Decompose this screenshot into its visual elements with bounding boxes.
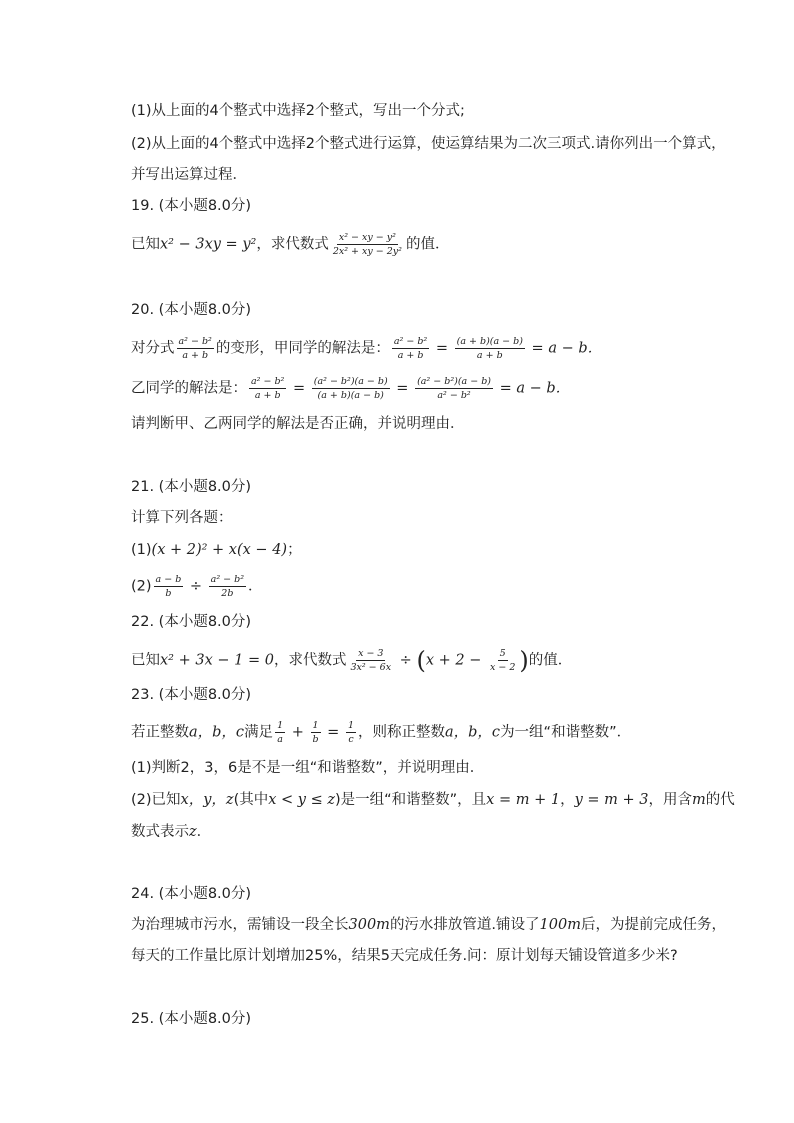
q20-l2-e2-den: (a + b)(a − b) — [317, 390, 384, 401]
q20-line2 — [131, 376, 570, 401]
q20-l2-e2 — [312, 376, 390, 401]
q19-header — [131, 196, 251, 216]
q22-t3: 的值． — [528, 652, 573, 669]
q22-body — [131, 648, 572, 673]
q23-header-text: 23. (本小题8.0分) — [131, 687, 252, 703]
q18-sub1-text: (1)从上面的4个整式中选择2个整式，写出一个分式; — [131, 103, 465, 119]
q23-header — [131, 685, 251, 705]
q20-l1-e2 — [455, 336, 525, 361]
q23-frac-c-num: 1 — [347, 720, 354, 731]
q19-condition: x² − 3xy = y² — [160, 236, 257, 253]
q23-eq: = — [322, 724, 344, 741]
q22-div: ÷ — [395, 652, 417, 669]
q18-sub2b-text: 并写出运算过程． — [131, 167, 247, 183]
q20-l1-eq: = — [431, 340, 453, 357]
q21-s2-f2-den: 2b — [221, 588, 234, 599]
q19-t2: ，求代数式 — [256, 236, 329, 253]
q23-frac-c-den: c — [348, 734, 354, 745]
q23-frac-b — [310, 720, 320, 745]
q22-header-text: 22. (本小题8.0分) — [131, 614, 252, 630]
q23-l3-m: m — [691, 792, 706, 808]
q23-l3-t4: ，用含 — [648, 792, 692, 808]
q23-l3-ineq: x < y ≤ z — [268, 792, 335, 808]
q23-frac-b-num: 1 — [312, 720, 319, 731]
q19-frac-den: 2x² + xy − 2y² — [332, 246, 402, 257]
q18-sub1 — [131, 101, 465, 121]
q20-l1-frac-num: a² − b² — [178, 336, 212, 347]
q20-l2-eq1: = — [288, 380, 310, 397]
q23-l1-t4: 为一组“和谐整数”． — [500, 724, 632, 741]
q20-l1-t2: 的变形，甲同学的解法是： — [215, 340, 390, 357]
q20-l2-e3-den: a² − b² — [437, 390, 471, 401]
q20-l1-e2-den: a + b — [476, 350, 503, 361]
q22-left-paren: ( — [416, 646, 426, 675]
q18-sub2-line2 — [131, 165, 247, 185]
q20-line3 — [131, 414, 465, 434]
q23-l3-t1: (2)已知 — [131, 792, 181, 808]
q23-line2 — [131, 758, 484, 778]
q20-l2-e1 — [249, 376, 286, 401]
q23-frac-a-den: a — [277, 734, 283, 745]
q20-l2-t1: 乙同学的解法是： — [131, 380, 247, 397]
q22-t2: ，求代数式 — [273, 652, 347, 669]
q24-line2 — [131, 946, 678, 966]
q21-s2-end: ． — [248, 578, 263, 595]
q21-s2-f2 — [209, 574, 246, 599]
q19-t3: 的值． — [405, 236, 450, 253]
q21-s1-expr: (x + 2)² + x(x − 4) — [151, 542, 288, 558]
q21-sub1 — [131, 540, 302, 560]
q22-condition: x² + 3x − 1 = 0 — [160, 652, 274, 669]
q20-l1-frac — [177, 336, 214, 361]
q23-line3 — [131, 790, 735, 810]
q23-l3-t3: )是一组“和谐整数”，且 — [334, 792, 487, 808]
q20-header — [131, 300, 251, 320]
q24-l1-len2: 100m — [539, 917, 581, 933]
q23-l1-t2: 满足 — [244, 724, 274, 741]
q20-l3-text: 请判断甲、乙两同学的解法是否正确，并说明理由． — [131, 416, 465, 432]
q20-l1-t1: 对分式 — [131, 340, 175, 357]
q21-header — [131, 477, 251, 497]
q22-f2 — [488, 648, 517, 673]
q23-frac-b-den: b — [312, 734, 319, 745]
q24-header — [131, 884, 251, 904]
q21-s1-label: (1) — [131, 542, 152, 558]
q21-s2-f1-den: b — [165, 588, 172, 599]
q21-intro-text: 计算下列各题： — [131, 510, 233, 526]
q19-header-text: 19. (本小题8.0分) — [131, 198, 252, 214]
q23-l3-vars: x，y，z — [180, 792, 234, 808]
q23-frac-a — [275, 720, 285, 745]
q25-header — [131, 1009, 251, 1029]
q22-f1-den: 3x² − 6x — [350, 662, 392, 673]
q20-header-text: 20. (本小题8.0分) — [131, 302, 252, 318]
q24-header-text: 24. (本小题8.0分) — [131, 886, 252, 902]
q23-l3-t2: (其中 — [233, 792, 269, 808]
q19-t1: 已知 — [131, 236, 160, 253]
q21-s2-f1 — [154, 574, 184, 599]
q23-l3-eq1: x = m + 1 — [486, 792, 561, 808]
q18-sub2a-text: (2)从上面的4个整式中选择2个整式进行运算，使运算结果为二次三项式.请你列出一个算式， — [131, 136, 726, 152]
q23-l2-text: (1)判断2，3，6是不是一组“和谐整数”，并说明理由． — [131, 760, 485, 776]
q21-s2-f2-num: a² − b² — [210, 574, 245, 585]
q21-s2-f1-num: a − b — [155, 574, 182, 585]
q23-l3-sep: ， — [560, 792, 575, 808]
q18-sub2-line1 — [131, 134, 726, 154]
q19-frac-num: x² − xy − y² — [338, 232, 396, 243]
q21-sub2 — [131, 574, 263, 599]
q20-l1-frac-den: a + b — [182, 350, 209, 361]
q20-l2-eq2: = — [391, 380, 414, 397]
q24-l1-t1: 为治理城市污水，需铺设一段全长 — [131, 917, 349, 933]
q24-l1-t2: 的污水排放管道.铺设了 — [389, 917, 540, 933]
q23-l1-t1: 若正整数 — [131, 724, 189, 741]
q21-s1-end: ； — [287, 542, 302, 558]
q20-l2-e1-den: a + b — [254, 390, 281, 401]
q20-l2-result: = a − b． — [495, 380, 571, 397]
q23-l1-vars2: a，b，c — [445, 724, 501, 741]
q20-l1-e1-num: a² − b² — [393, 336, 428, 347]
q23-line4 — [131, 822, 211, 842]
q23-l1-t3: ，则称正整数 — [358, 724, 445, 741]
q22-header — [131, 612, 251, 632]
q20-l2-e3-num: (a² − b²)(a − b) — [417, 376, 491, 387]
q23-frac-c — [346, 720, 356, 745]
q24-l1-len1: 300m — [348, 917, 390, 933]
q23-l4-end: ． — [196, 824, 212, 840]
q23-l1-vars: a，b，c — [189, 724, 245, 741]
q22-f2-num: 5 — [499, 648, 506, 659]
q21-intro — [131, 508, 233, 528]
q20-l1-e1 — [392, 336, 429, 361]
q22-t1: 已知 — [131, 652, 160, 669]
q24-l1-t3: 后，为提前完成任务， — [580, 917, 726, 933]
q23-frac-a-num: 1 — [277, 720, 284, 731]
q19-body — [131, 232, 449, 257]
q23-l4-t1: 数式表示 — [131, 824, 189, 840]
q25-header-text: 25. (本小题8.0分) — [131, 1011, 252, 1027]
q20-l2-e1-num: a² − b² — [251, 376, 285, 387]
q20-l1-result: = a − b． — [526, 340, 603, 357]
q20-l2-e2-num: (a² − b²)(a − b) — [313, 376, 388, 387]
q19-fraction — [331, 232, 404, 257]
q23-line1 — [131, 720, 631, 745]
q24-line1 — [131, 915, 726, 935]
q20-l2-e3 — [415, 376, 493, 401]
q22-f1-num: x − 3 — [358, 648, 384, 659]
q22-f2-den: x − 2 — [489, 662, 516, 673]
q23-l4-z: z — [189, 824, 197, 840]
q20-l1-e2-num: (a + b)(a − b) — [456, 336, 523, 347]
q21-header-text: 21. (本小题8.0分) — [131, 479, 252, 495]
q23-plus: + — [287, 724, 309, 741]
q21-s2-label: (2) — [131, 578, 152, 595]
q23-l3-eq2: y = m + 3 — [574, 792, 649, 808]
q20-l1-e1-den: a + b — [397, 350, 424, 361]
q20-line1 — [131, 336, 602, 361]
q22-f1 — [348, 648, 393, 673]
q21-s2-div: ÷ — [185, 578, 207, 595]
q24-l2-text: 每天的工作量比原计划增加25%，结果5天完成任务.问：原计划每天铺设管道多少米? — [131, 948, 678, 964]
q22-inner: x + 2 − — [425, 652, 486, 669]
q23-l3-t5: 的代 — [705, 792, 735, 808]
q22-right-paren: ) — [519, 646, 529, 675]
